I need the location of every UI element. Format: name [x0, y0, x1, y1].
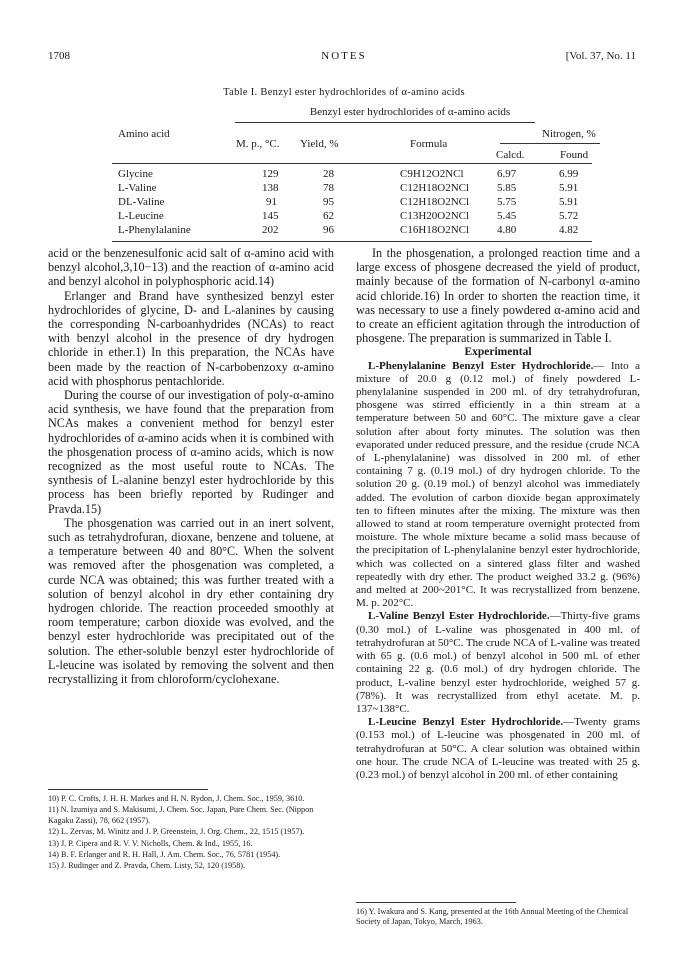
nitrogen-rule: [500, 143, 600, 144]
cell-yield: 96: [323, 224, 334, 236]
cell-formula: C16H18O2NCl: [400, 224, 470, 236]
col-header-calcd: Calcd.: [496, 149, 525, 161]
cell-amino: Glycine: [118, 168, 153, 180]
table-bottom-rule: [112, 241, 592, 242]
cell-formula: C9H12O2NCl: [400, 168, 464, 180]
col-header-found: Found: [560, 149, 589, 161]
footnote-rule: [356, 902, 516, 903]
cell-calcd: 6.97: [497, 168, 517, 180]
col-header-yield: Yield, %: [300, 138, 339, 150]
volume-info: [Vol. 37, No. 11: [565, 50, 636, 62]
experiment-paragraph: [356, 610, 640, 716]
cell-calcd: 5.45: [497, 210, 517, 222]
cell-calcd: 5.85: [497, 182, 517, 194]
experimental-section: [356, 360, 640, 783]
cell-formula: C13H20O2NCl: [400, 210, 470, 222]
experiment-title: L-Valine Benzyl Ester Hydrochloride.: [368, 610, 550, 623]
paragraph: acid or the benzenesulfonic acid salt of α-amino acid with benzyl alcohol,3,10−13) and the reaction of α-amino acid and benzyl alcohol in polyphosphoric acid.14): [48, 246, 334, 289]
cell-found: 5.91: [559, 182, 579, 194]
cell-amino: L-Leucine: [118, 210, 164, 222]
cell-yield: 95: [323, 196, 334, 208]
page-number: 1708: [48, 50, 70, 62]
experiment-body: —Twenty grams (0.153 mol.) of L-leucine was phosgenated in 200 ml. of tetrahydrofuran at 50°C. A clear solution was obtained within one hour. The crude NCA of L-leucine was treated with 25 g. (0.23 mol.) of benzyl alcohol in 200 ml. of ether containing: [356, 716, 641, 781]
footnote: 10) P. C. Crofts, J. H. H. Markes and H. N. Rydon, J. Chem. Soc., 1959, 3610.: [48, 794, 305, 803]
cell-found: 4.82: [559, 224, 579, 236]
col-header-nitrogen: Nitrogen, %: [542, 128, 596, 140]
paragraph: In the phosgenation, a prolonged reaction time and a large excess of phosgene decreased the yield of product, mainly because of the formation of N-carbonyl α-amino acid chloride.16) In order to shorten the reaction time, it was necessary to use a finely powdered α-amino acid and to create an efficient agitation through the introduction of phosgene. The preparation is summarized in Table I.: [356, 246, 640, 346]
experiment-title: L-Phenylalanine Benzyl Ester Hydrochloride.: [368, 359, 594, 372]
cell-amino: L-Valine: [118, 182, 157, 194]
footnote: 15) J. Rudinger and Z. Pravda, Chem. Listy, 52, 120 (1958).: [48, 861, 246, 871]
cell-calcd: 5.75: [497, 196, 517, 208]
cell-yield: 28: [323, 168, 334, 180]
footnote: 16) Y. Iwakura and S. Kang, presented at the 16th Annual Meeting of the Chemical Society of Japan, Tokyo, March, 1963.: [356, 907, 629, 927]
footnote: 12) L. Zervas, M. Winitz and J. P. Greenstein, J. Org. Chem., 22, 1515 (1957).: [48, 827, 305, 837]
experiment-body: — Into a mixture of 20.0 g (0.12 mol.) of finely powdered L-phenylalanine suspended in 200 ml. of dry tetrahydrofuran, phosgene was stirred efficiently in a thin stream at a temperature between 50 and 60°C. The mixture gave a clear solution after about forty minutes. The solution was then evaporated under reduced pressure, and the residue (crude NCA of L-phenylalanine) was dissolved in 200 ml. of ether containing 7 g. (0.19 mol.) of dry hydrogen chloride. To the solution 20 g. (0.19 mol.) of benzyl alcohol was immediately added. The evolution of carbon dioxide began approximately ten to fifteen minutes after the mixing. The mixture was then allowed to stand at room temperature overnight protected from moisture. The whole mixture became a solid mass because of the precipitation of L-phenylalanine benzyl ester hydrochloride, which was collected on a sintered glass filter and washed repeatedly with dry ether. The product weighed 33.2 g. (96%) and melted at 200~201°C. It was recrystallized from benzene. M. p. 202°C.: [356, 359, 640, 610]
left-column: [48, 246, 334, 686]
footnotes-left: [48, 794, 334, 873]
paragraph: During the course of our investigation of poly-α-amino acid synthesis, we have found that the preparation from NCAs makes a convenient method for benzyl ester hydrochlorides of α-amino acids when it is combined with the phosgenation process of α-amino acids, which is now recognized as the most useful route to NCAs. The synthesis of L-alanine benzyl ester hydrochloride by this process has been briefly reported by Rudinger and Pravda.15): [48, 388, 334, 516]
cell-mp: 145: [262, 210, 279, 222]
experiment-body: —Thirty-five grams (0.30 mol.) of L-valine was phosgenated in 400 ml. of tetrahydrofuran at 50°C. The crude NCA of L-valine was treated with 65 g. (0.6 mol.) of benzyl alcohol in 500 ml. of ether containing 22 g. (0.6 mol.) of dry hydrogen chloride. The product, L-valine benzyl ester hydrochloride, weighed 57 g. (78%). It was recrystallized from ethyl acetate. M. p. 137~138°C.: [356, 610, 640, 715]
cell-mp: 91: [266, 196, 277, 208]
cell-mp: 138: [262, 182, 279, 194]
experiment-paragraph: [356, 716, 640, 782]
cell-mp: 202: [262, 224, 279, 236]
col-header-amino: Amino acid: [118, 128, 170, 140]
table-header-rule: [112, 163, 592, 164]
paragraph: The phosgenation was carried out in an inert solvent, such as tetrahydrofuran, dioxane, benzene and toluene, at a temperature between 40 and 80°C. When the solvent was removed after the phosgenation was completed, a curde NCA was obtained; this was further treated with a solution of benzyl alcohol in dry ether containing dry hydrogen chloride. The reaction proceeded smoothly at room temperature; carbon dioxide was evolved, and the benzyl ester hydrochloride was precipitated out of the solution. The ether-soluble benzyl ester hydrochloride of L-leucine was isolated by removing the solvent and then recrystallizing it from chloroform/cyclohexane.: [48, 515, 334, 687]
footnote: 13) J. P. Cipera and R. V. V. Nicholls, Chem. & Ind., 1955, 16.: [48, 838, 253, 848]
table-rule: [235, 122, 535, 123]
cell-amino: L-Phenylalanine: [118, 224, 191, 236]
experiment-paragraph: [356, 360, 640, 611]
cell-yield: 62: [323, 210, 334, 222]
cell-found: 6.99: [559, 168, 579, 180]
running-head: NOTES: [321, 50, 367, 62]
footnote: 14) B. F. Erlanger and R. H. Hall, J. Am. Chem. Soc., 76, 5781 (1954).: [48, 850, 281, 860]
cell-found: 5.91: [559, 196, 579, 208]
right-column: [356, 246, 640, 782]
experiment-title: L-Leucine Benzyl Ester Hydrochloride.: [368, 716, 564, 729]
section-heading: Experimental: [464, 346, 532, 359]
cell-mp: 129: [262, 168, 279, 180]
cell-yield: 78: [323, 182, 334, 194]
footnote-rule: [48, 789, 208, 790]
cell-formula: C12H18O2NCl: [400, 196, 470, 208]
paragraph: Erlanger and Brand have synthesized benzyl ester hydrochlorides of glycine, D- and L-alanines by causing the corresponding N-carboanhydrides (NCAs) to react with benzyl alcohol in the presence of dry hydrogen chloride in ether.1) In this preparation, the NCAs have been made by the reaction of N-carbobenzoxy α-amino acid with phosphorus pentachloride.: [48, 288, 334, 388]
cell-found: 5.72: [559, 210, 579, 222]
cell-amino: DL-Valine: [118, 196, 165, 208]
footnote: 11) N. Izumiya and S. Makisumi, J. Chem. Soc. Japan, Pure Chem. Sec. (Nippon Kagaku Zassi), 78, 662 (1957).: [48, 805, 314, 825]
table-caption: Table I. Benzyl ester hydrochlorides of α-amino acids: [223, 87, 465, 98]
table-subtitle: Benzyl ester hydrochlorides of α-amino acids: [309, 106, 511, 118]
col-header-formula: Formula: [410, 138, 448, 150]
col-header-mp: M. p., °C.: [236, 138, 280, 150]
footnotes-right: [356, 907, 640, 929]
cell-calcd: 4.80: [497, 224, 517, 236]
cell-formula: C12H18O2NCl: [400, 182, 470, 194]
